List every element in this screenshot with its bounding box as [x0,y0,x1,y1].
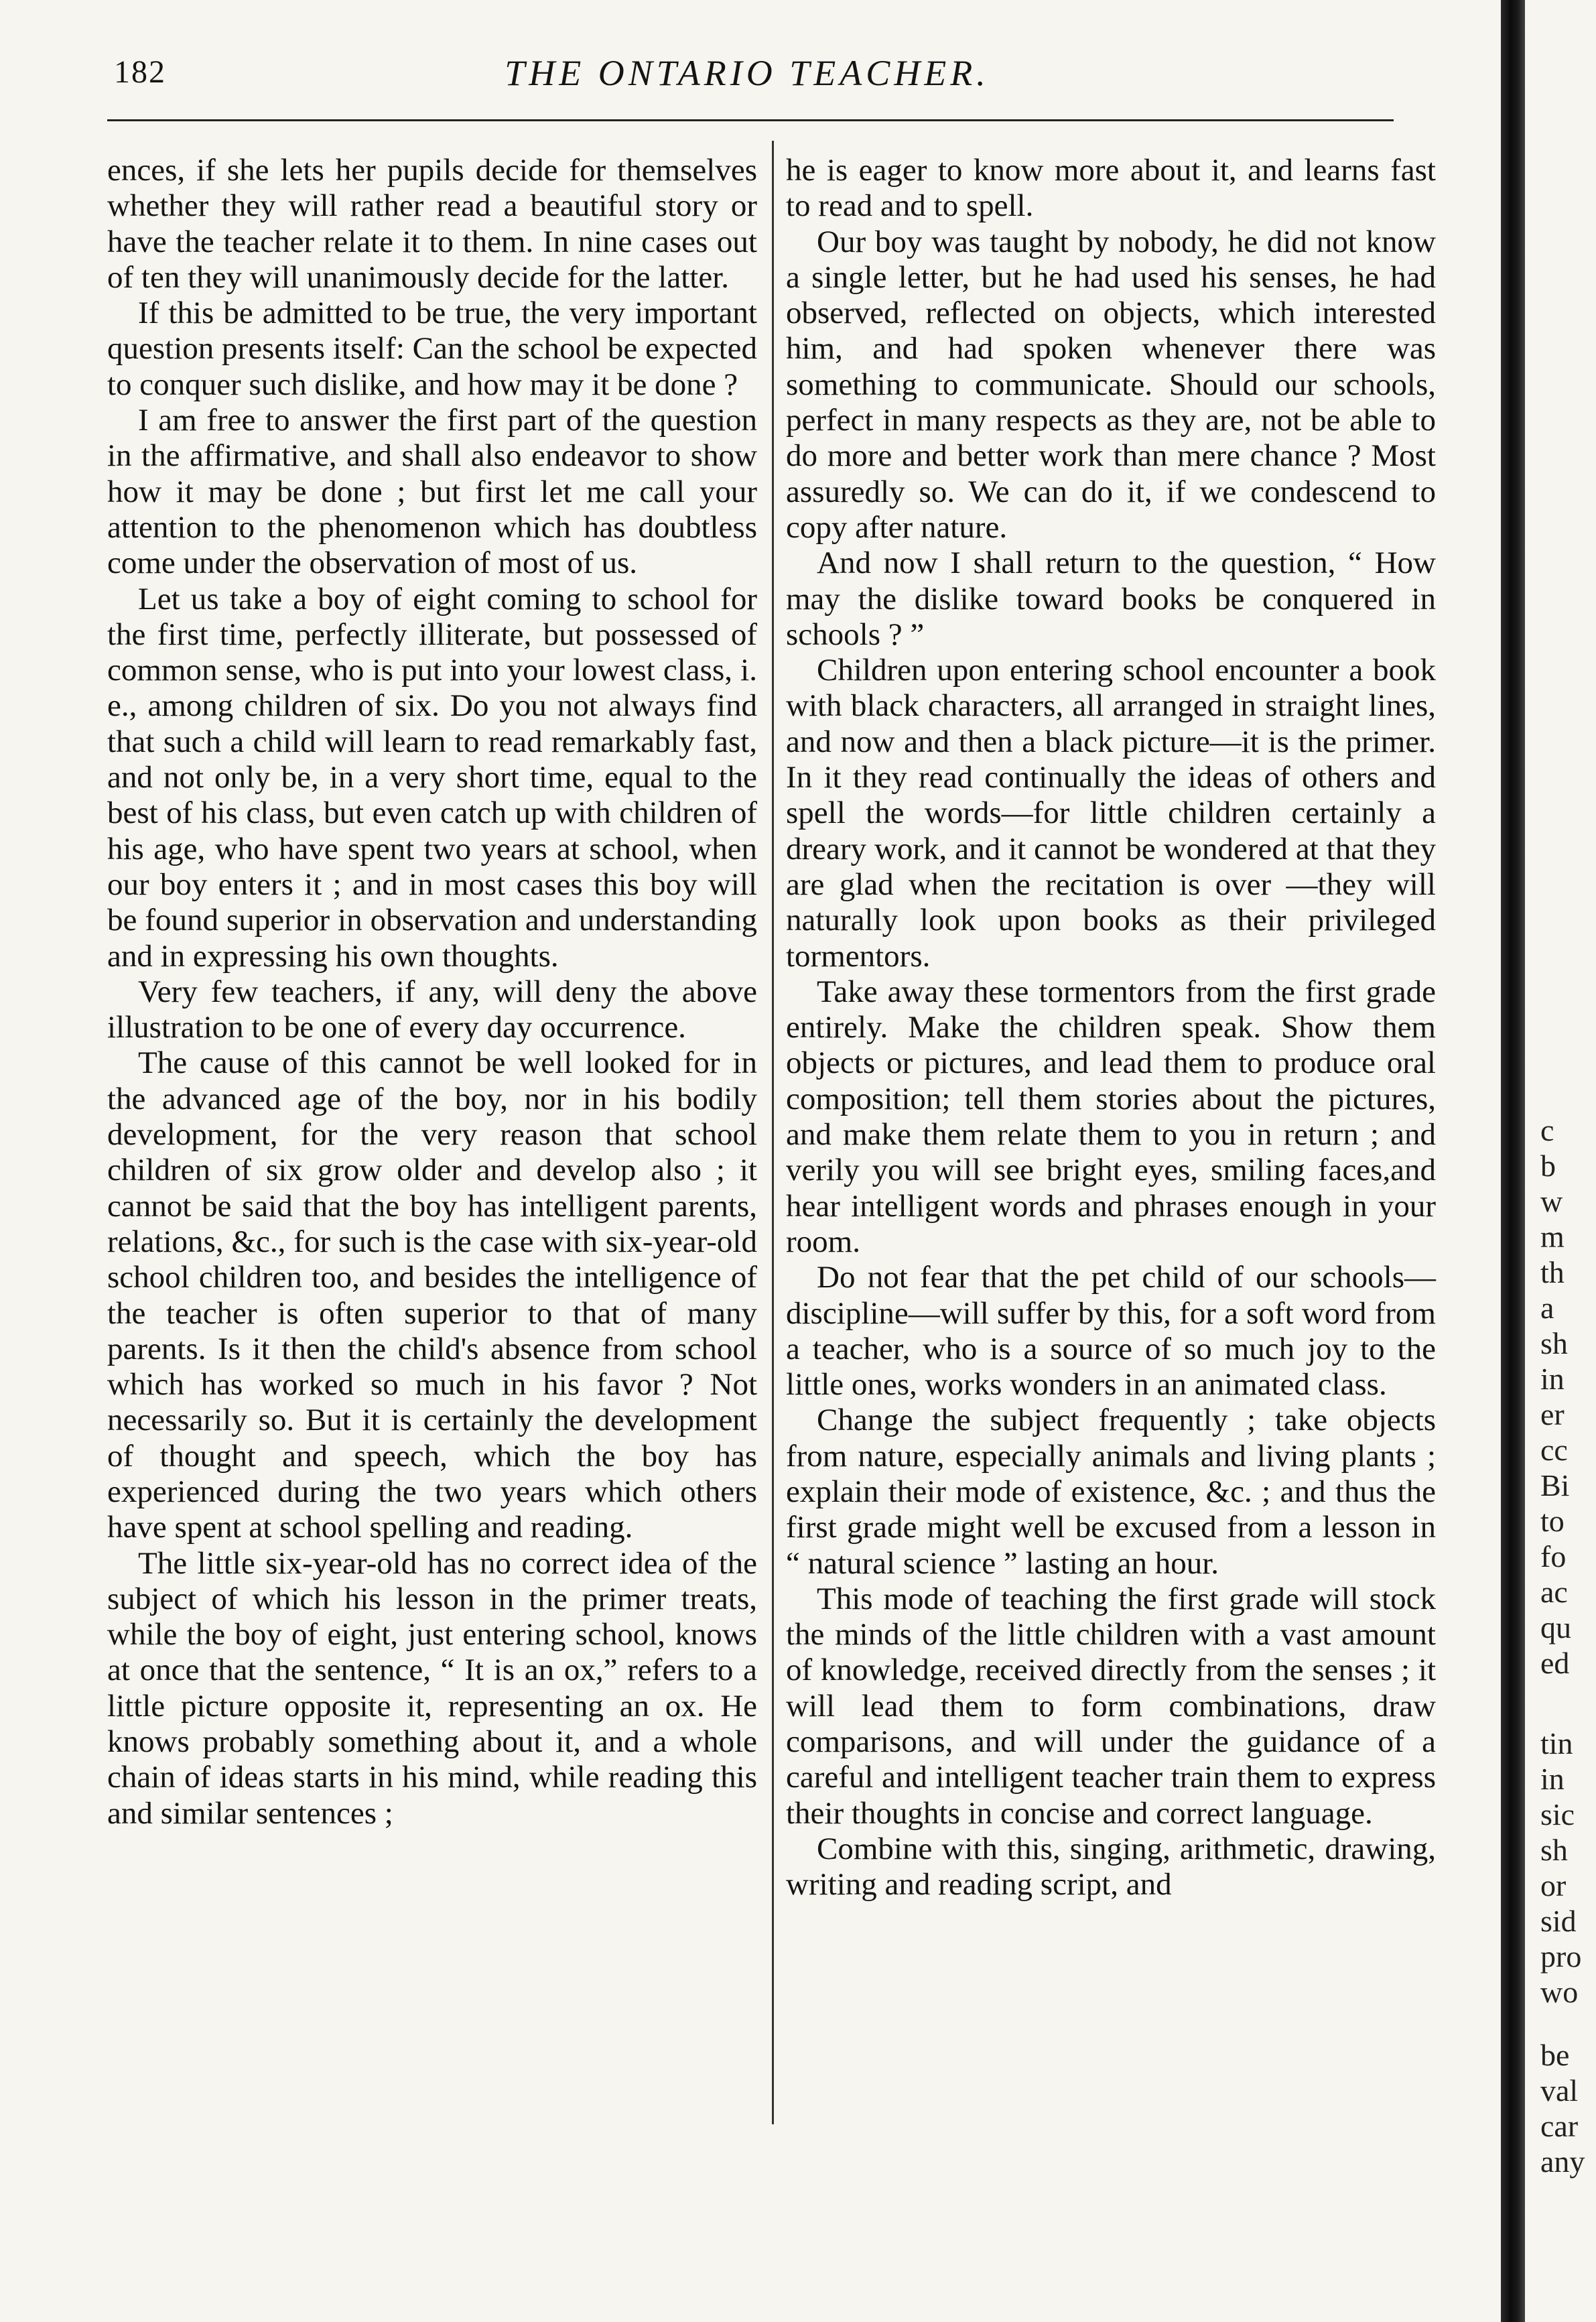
fragment-text: ac [1540,1575,1568,1609]
next-page-fragment [1531,0,1596,2322]
paragraph: Take away these tormentors from the first grade entirely. Make the children speak. Show them objects or pictures, and lead them to produce oral composition; tell them stories about the pictures, and make them relate them to you in return ; and verily you will see bright eyes, smiling faces,and hear intelligent words and phrases enough in your room. [786,974,1436,1259]
running-title: THE ONTARIO TEACHER. [505,53,990,93]
paragraph: ences, if she lets her pupils decide for themselves whether they will rather read a beautiful story or have the teacher relate it to them. In nine cases out of ten they will unanimously decide for the latter. [107,153,757,295]
fragment-text: er [1540,1397,1565,1431]
paragraph: Change the subject frequently ; take objects from nature, especially animals and living plants ; explain their mode of existence, &c. ; and thus the first grade might well be excused from a lesson in “ natural science ” lasting an hour. [786,1403,1436,1581]
fragment-text: pro [1540,1939,1582,1974]
fragment-text: val [1540,2073,1579,2108]
paragraph: Combine with this, singing, arithmetic, drawing, writing and reading script, and [786,1831,1436,1902]
paragraph: This mode of teaching the first grade will stock the minds of the little children with a vast amount of knowledge, received directly from the senses ; it will lead them to form combinations, draw comparisons, and will under the guidance of a careful and intelligent teacher train them to express their thoughts in concise and correct language. [786,1581,1436,1831]
paragraph: Our boy was taught by nobody, he did not know a single letter, but he had used his senses, he had observed, reflected on objects, which interested him, and had spoken whenever there was something to communicate. Should our schools, perfect in many respects as they are, not be able to do more and better work than mere chance ? Most assuredly so. We can do it, if we condescend to copy after nature. [786,224,1436,545]
fragment-text: c [1540,1113,1554,1147]
fragment-text: car [1540,2109,1579,2143]
paragraph: Children upon entering school encounter a book with black characters, all arranged in straight lines, and now and then a black picture—it is the primer. In it they read continually the ideas of others and spell the words—for little children certainly a dreary work, and it cannot be wondered at that they are glad when the recitation is over —they will naturally look upon books as their privileged tormentors. [786,653,1436,974]
page-header [101,47,1394,114]
fragment-text: in [1540,1362,1565,1396]
paragraph: he is eager to know more about it, and learns fast to read and to spell. [786,153,1436,224]
fragment-text: sh [1540,1326,1568,1360]
fragment-text: ed [1540,1646,1570,1680]
fragment-text: sid [1540,1904,1577,1938]
fragment-text: a [1540,1291,1554,1325]
paragraph: The cause of this cannot be well looked for in the advanced age of the boy, nor in his bodily development, for the very reason that school children of six grow older and develop also ; it cannot be said that the boy has intelligent parents, relations, &c., for such is the case with six-year-old school children too, and besides the intelligence of the teacher is often superior to that of many parents. Is it then the child's absence from school which has worked so much in his favor ? Not necessarily so. But it is certainly the development of thought and speech, which the boy has experienced during the two years which others have spent at school spelling and reading. [107,1045,757,1545]
column-divider [772,141,774,2124]
page-number: 182 [114,54,166,90]
book-binding-edge [1501,0,1525,2322]
fragment-text: be [1540,2038,1570,2072]
fragment-text: any [1540,2144,1585,2179]
paragraph: The little six-year-old has no correct idea of the subject of which his lesson in the primer treats, while the boy of eight, just entering school, knows at once that the sentence, “ It is an ox,” refers to a little picture opposite it, representing an ox. He knows probably something about it, and a whole chain of ideas starts in his mind, while reading this and similar sentences ; [107,1545,757,1831]
fragment-text: qu [1540,1610,1571,1644]
fragment-text: or [1540,1868,1567,1902]
paragraph: Very few teachers, if any, will deny the above illustration to be one of every day occurrence. [107,974,757,1045]
fragment-text: wo [1540,1975,1579,2009]
fragment-text: to [1540,1504,1565,1538]
fragment-text: sic [1540,1797,1575,1831]
fragment-text: m [1540,1220,1565,1254]
paragraph: If this be admitted to be true, the very important question presents itself: Can the school be expected to conquer such dislike, and how may it be done ? [107,296,757,402]
right-column [786,153,1436,1903]
fragment-text: w [1540,1184,1563,1218]
left-column [107,153,757,1831]
fragment-text: th [1540,1255,1565,1289]
paragraph: And now I shall return to the question, “ How may the dislike toward books be conquered in schools ? ” [786,545,1436,652]
fragment-text: in [1540,1762,1565,1796]
fragment-text: sh [1540,1833,1568,1867]
fragment-text: Bi [1540,1468,1570,1502]
fragment-text: fo [1540,1539,1567,1573]
fragment-text: tin [1540,1726,1573,1760]
paragraph: Do not fear that the pet child of our schools—discipline—will suffer by this, for a soft word from a teacher, who is a source of so much joy to the little ones, works wonders in an animated class. [786,1260,1436,1403]
paragraph: Let us take a boy of eight coming to school for the first time, perfectly illiterate, but possessed of common sense, who is put into your lowest class, i. e., among children of six. Do you not always find that such a child will learn to read remarkably fast, and not only be, in a very short time, equal to the best of his class, but even catch up with children of his age, who have spent two years at school, when our boy enters it ; and in most cases this boy will be found superior in observation and understanding and in expressing his own thoughts. [107,581,757,974]
fragment-text: cc [1540,1433,1568,1467]
fragment-text: b [1540,1149,1556,1183]
header-rule [107,119,1394,121]
paragraph: I am free to answer the first part of the question in the affirmative, and shall also endeavor to show how it may be done ; but first let me call your attention to the phenomenon which has doubtless come under the observation of most of us. [107,403,757,581]
